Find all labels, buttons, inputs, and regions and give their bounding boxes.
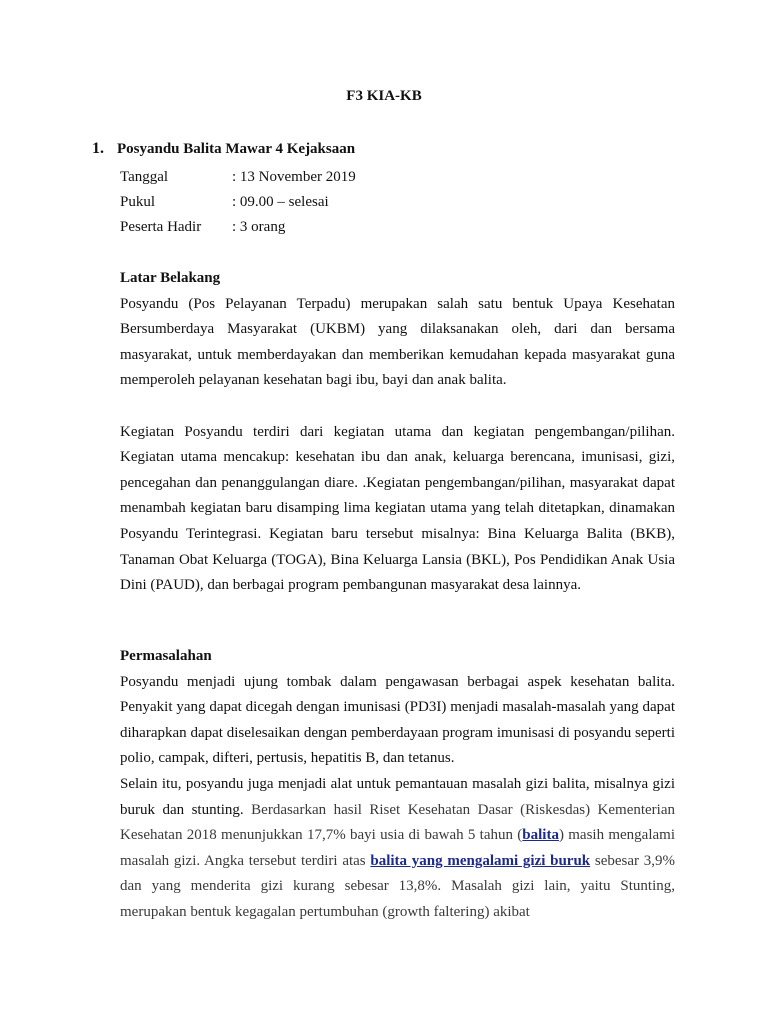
text-run: Berdasarkan hasil Riset Kesehatan Dasar (Riskesdas) Kementerian Kesehatan 2018 menunjukkan 17,7% bayi usia di bawah 5 tahun ( [120,801,675,844]
document-title: F3 KIA-KB [346,88,422,104]
info-value: : 13 November 2019 [232,169,356,185]
text-run: sebesar 3,9% dan yang menderita gizi kurang sebesar 13,8%. Masalah gizi lain, yaitu Stunting, merupakan bentuk kegagalan pertumbuhan (growth faltering) akibat [120,852,676,920]
info-label: Tanggal [120,169,169,185]
info-label: Peserta Hadir [120,219,202,235]
info-value: : 3 orang [232,219,286,235]
paragraph: Posyandu (Pos Pelayanan Terpadu) merupakan salah satu bentuk Upaya Kesehatan Bersumberdaya Masyarakat (UKBM) yang dilaksanakan oleh, dari dan bersama masyarakat, untuk memberdayakan dan memberikan kemudahan kepada masyarakat guna memperoleh pelayanan kesehatan bagi ibu, bayi dan anak balita. [120,295,675,389]
info-label: Pukul [120,194,156,210]
paragraph: Kegiatan Posyandu terdiri dari kegiatan utama dan kegiatan pengembangan/pilihan. Kegiatan utama mencakup: kesehatan ibu dan anak, keluarga berencana, imunisasi, gizi, pencegahan dan penanggulangan diare. .Kegiatan pengembangan/pilihan, masyarakat dapat menambah kegiatan baru disamping lima kegiatan utama yang telah ditetapkan, dinamakan Posyandu Terintegrasi. Kegiatan baru tersebut misalnya: Bina Keluarga Balita (BKB), Tanaman Obat Keluarga (TOGA), Bina Keluarga Lansia (BKL), Pos Pendidikan Anak Usia Dini (PAUD), dan berbagai program pembangunan masyarakat desa lainnya. [120,423,675,594]
section-heading: Latar Belakang [120,270,221,286]
info-row-tanggal [120,169,356,186]
link-balita[interactable]: balita [522,827,559,844]
section-permasalahan [120,644,675,926]
item-heading [92,140,355,158]
info-value: : 09.00 – selesai [232,194,329,210]
paragraph: Posyandu menjadi ujung tombak dalam pengawasan berbagai aspek kesehatan balita. Penyakit yang dapat dicegah dengan imunisasi (PD3I) menjadi masalah-masalah yang dapat diharapkan dapat diselesaikan dengan pemberdayaan program imunisasi di posyandu seperti polio, campak, difteri, pertusis, hepatitis B, dan tetanus. [120,673,675,767]
item-title: Posyandu Balita Mawar 4 Kejaksaan [117,141,356,157]
section-heading: Permasalahan [120,648,212,664]
section-latar-belakang [120,266,675,599]
info-row-peserta [120,219,285,236]
paragraph [120,772,675,926]
item-number: 1. [92,140,104,157]
text-run: ) masih mengalami masalah gizi. Angka tersebut terdiri atas [120,827,675,869]
text-run: Selain itu, posyandu juga menjadi alat untuk pemantauan masalah gizi balita, misalnya gizi buruk dan stunting. [120,775,675,818]
link-gizi-buruk[interactable]: balita yang mengalami gizi buruk [370,852,591,869]
info-row-pukul [120,194,329,211]
